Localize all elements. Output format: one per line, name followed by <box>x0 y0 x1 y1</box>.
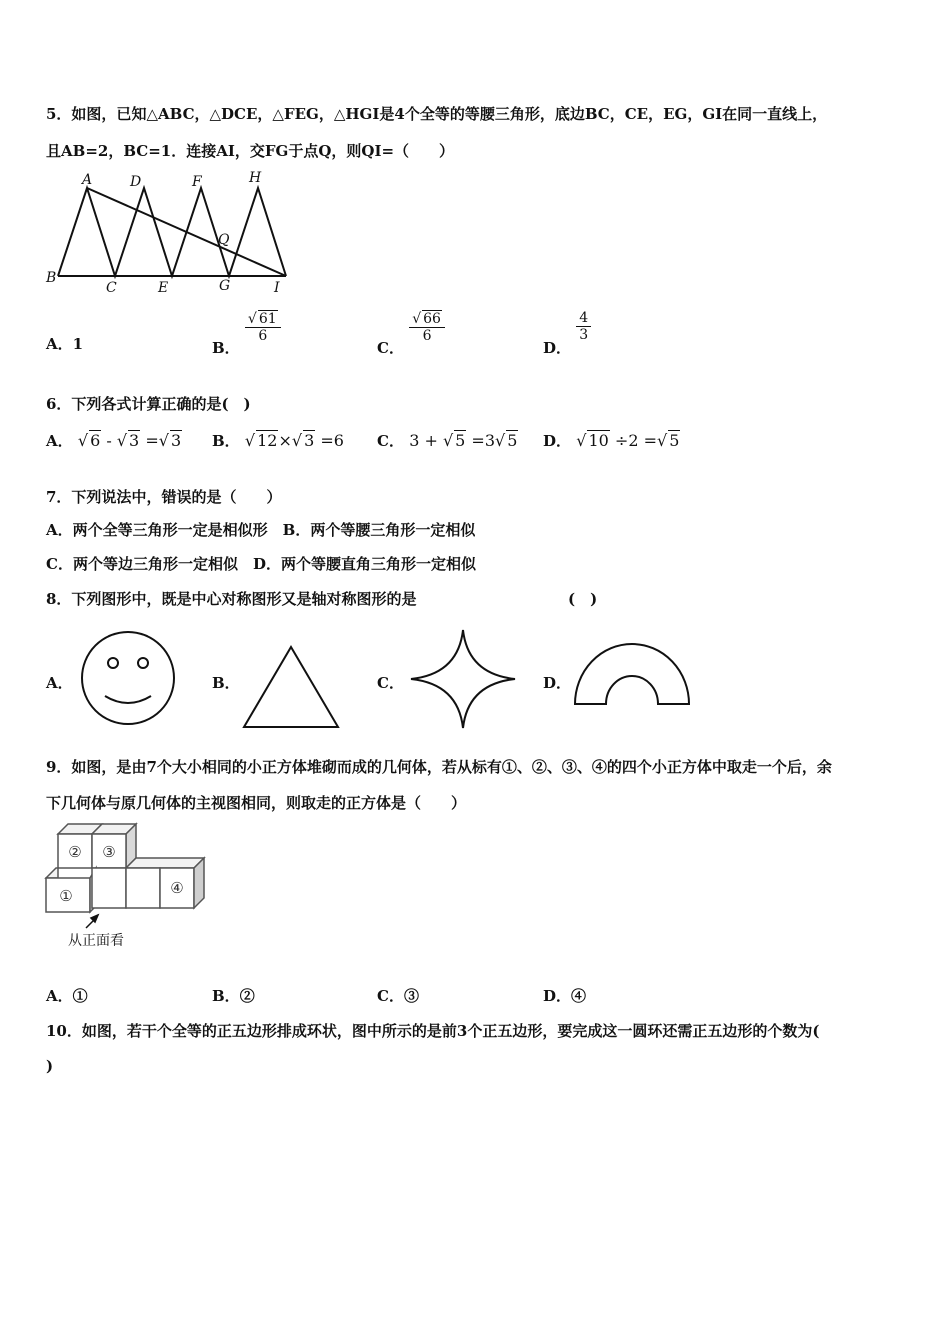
q5-option-b-fraction: $\frac{√ 61}{6}$ <box>245 310 281 344</box>
q5-label-h: H <box>249 170 262 186</box>
q7-options-row1[interactable]: A．两个全等三角形一定是相似形 B．两个等腰三角形一定相似 <box>46 521 476 539</box>
q5-label-i: I <box>274 280 280 296</box>
q5-label-q: Q <box>218 232 230 248</box>
q5-stem-line2: 且AB=2，BC=1．连接AI，交FG于点Q，则QI=（ ） <box>46 142 455 160</box>
q8-stem: 8．下列图形中，既是中心对称图形又是轴对称图形的是 <box>46 590 417 608</box>
q10-stem-line1: 10．如图，若干个全等的正五边形排成环状，图中所示的是前3个正五边形，要完成这一圆环还需正五边形的个数为( <box>46 1022 820 1040</box>
q8-answer-paren: ( ) <box>568 590 598 608</box>
q6-stem: 6．下列各式计算正确的是( ) <box>46 395 251 413</box>
cube-label-4: ④ <box>170 879 184 897</box>
q5-label-g: G <box>219 278 231 294</box>
q6-option-c[interactable]: C． 3 + √ 5 =3√ 5 <box>377 431 518 450</box>
q6-option-d[interactable]: D． √ 10 ÷2 =√ 5 <box>543 431 680 450</box>
q6-option-b[interactable]: B． √ 12×√ 3 =6 <box>212 431 344 450</box>
q5-option-a[interactable]: A．1 <box>46 335 84 353</box>
q9-option-c[interactable]: C．③ <box>377 987 419 1005</box>
q5-label-a: A <box>82 172 93 188</box>
q9-view-caption: 从正面看 <box>68 933 124 949</box>
cube-label-3: ③ <box>102 843 116 861</box>
q5-option-b[interactable]: B． $\frac{√ 61}{6}$ <box>212 310 281 344</box>
smiley-face-icon <box>78 630 178 726</box>
q9-option-b[interactable]: B．② <box>212 987 255 1005</box>
q7-stem: 7．下列说法中，错误的是（ ） <box>46 488 282 506</box>
q8-option-a[interactable]: A． <box>46 674 73 692</box>
q8-option-b[interactable]: B． <box>212 674 240 692</box>
cube-label-2: ② <box>68 843 82 861</box>
q9-option-a[interactable]: A．① <box>46 987 88 1005</box>
q5-label-e: E <box>158 280 169 296</box>
q5-label-c: C <box>106 280 117 296</box>
q9-cubes-figure <box>44 820 210 930</box>
triangle-icon <box>240 644 342 730</box>
q9-stem-line1: 9．如图，是由7个大小相同的小正方体堆砌而成的几何体，若从标有①、②、③、④的四个小正方体中取走一个后，余 <box>46 758 832 776</box>
q5-option-d-fraction: $\frac{4}{3}$ <box>576 310 591 343</box>
q7-options-row2[interactable]: C．两个等边三角形一定相似 D．两个等腰直角三角形一定相似 <box>46 555 476 573</box>
q5-option-c-fraction: $\frac{√ 66}{6}$ <box>409 310 445 344</box>
q5-stem-line1: 5．如图，已知△ABC，△DCE，△FEG，△HGI是4个全等的等腰三角形，底边BC，CE，EG，GI在同一直线上， <box>46 105 828 123</box>
q10-stem-line2: ) <box>46 1057 54 1075</box>
q5-option-c[interactable]: C． $\frac{√ 66}{6}$ <box>377 310 445 344</box>
q5-option-d[interactable]: D． $\frac{4}{3}$ <box>543 310 591 343</box>
q5-label-d: D <box>130 174 142 190</box>
q9-option-d[interactable]: D．④ <box>543 987 587 1005</box>
q5-label-f: F <box>192 174 202 190</box>
q8-option-c[interactable]: C． <box>377 674 404 692</box>
four-point-star-icon <box>408 628 518 730</box>
q6-option-a[interactable]: A． √ 6 - √ 3 =√ 3 <box>46 431 182 450</box>
q8-option-d[interactable]: D． <box>543 674 572 692</box>
cube-label-1: ① <box>59 887 73 905</box>
q5-triangles-figure <box>44 166 294 298</box>
q5-label-b: B <box>46 270 57 286</box>
half-ring-arch-icon <box>570 638 694 708</box>
q9-stem-line2: 下几何体与原几何体的主视图相同，则取走的正方体是（ ） <box>46 794 467 812</box>
